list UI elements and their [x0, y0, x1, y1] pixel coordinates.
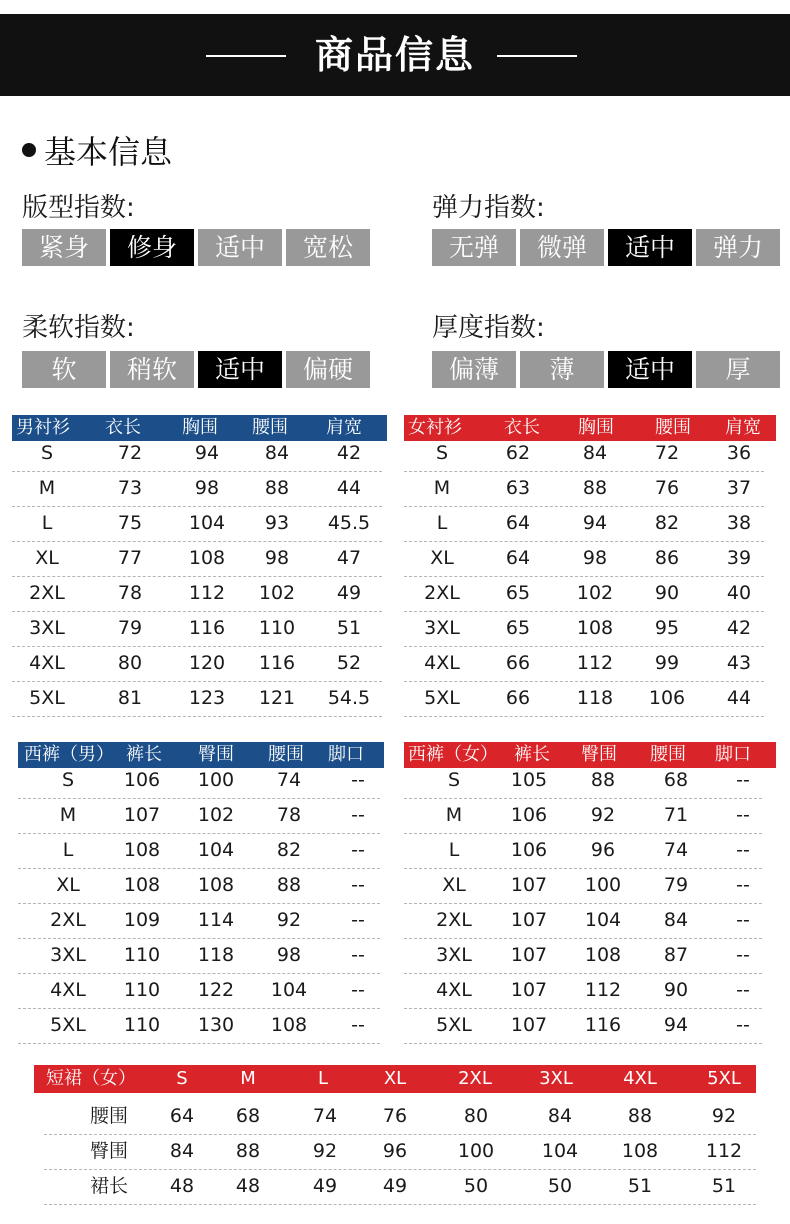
value-cell: --: [736, 1014, 750, 1036]
table-row: [18, 938, 384, 973]
table-row: [18, 903, 384, 938]
thickness-option: 厚: [696, 351, 780, 388]
value-cell: 123: [188, 687, 226, 709]
value-cell: 64: [505, 547, 531, 569]
value-cell: 116: [188, 617, 226, 639]
table-row: [404, 798, 776, 833]
value-cell: 54.5: [327, 687, 371, 709]
skirt-size-table: [34, 1065, 756, 1215]
value-cell: --: [736, 804, 750, 826]
value-cell: 72: [117, 442, 143, 464]
column-header: 臀围: [581, 744, 617, 765]
row-divider: [18, 1043, 380, 1044]
table-row: [12, 576, 387, 611]
column-header: 腰围: [252, 417, 288, 438]
basic-info-title: 基本信息: [44, 133, 173, 171]
stretch-option-selected: 适中: [608, 229, 692, 266]
size-cell: 5XL: [29, 687, 65, 709]
value-cell: 98: [276, 944, 302, 966]
column-header: S: [176, 1068, 188, 1089]
value-cell: 62: [505, 442, 531, 464]
value-cell: --: [736, 839, 750, 861]
column-header: 裤长: [514, 744, 550, 765]
value-cell: 38: [726, 512, 752, 534]
value-cell: 110: [123, 1014, 161, 1036]
value-cell: 48: [169, 1175, 195, 1197]
value-cell: 112: [705, 1140, 743, 1162]
value-cell: 39: [726, 547, 752, 569]
size-cell: M: [38, 477, 56, 499]
table-row: [404, 833, 776, 868]
column-header: 西裤（女）: [408, 744, 498, 765]
value-cell: 107: [123, 804, 161, 826]
softness-option-selected: 适中: [198, 351, 282, 388]
column-header: 4XL: [623, 1068, 657, 1089]
size-cell: 4XL: [50, 979, 86, 1001]
value-cell: 44: [726, 687, 752, 709]
value-cell: --: [736, 909, 750, 931]
men-pants-size-table: [18, 742, 384, 1047]
thickness-index-options: [432, 351, 780, 388]
table-row: [404, 763, 776, 798]
fit-index-options: [22, 229, 370, 266]
value-cell: 74: [663, 839, 689, 861]
table-row: [404, 1008, 776, 1043]
value-cell: --: [351, 979, 365, 1001]
value-cell: 76: [654, 477, 680, 499]
table-row: [404, 646, 776, 681]
value-cell: --: [736, 769, 750, 791]
value-cell: 75: [117, 512, 143, 534]
women-shirt-size-table: [404, 415, 776, 720]
value-cell: 68: [235, 1105, 261, 1127]
softness-index-options: [22, 351, 370, 388]
table-row: [12, 681, 387, 716]
table-row: [404, 868, 776, 903]
size-cell: M: [433, 477, 451, 499]
column-header: 2XL: [458, 1068, 492, 1089]
value-cell: 81: [117, 687, 143, 709]
stretch-option: 无弹: [432, 229, 516, 266]
value-cell: 130: [197, 1014, 235, 1036]
table-row: [18, 1008, 384, 1043]
softness-option: 稍软: [110, 351, 194, 388]
value-cell: 94: [663, 1014, 689, 1036]
fit-option-selected: 修身: [110, 229, 194, 266]
value-cell: 79: [117, 617, 143, 639]
value-cell: 118: [197, 944, 235, 966]
value-cell: 66: [505, 687, 531, 709]
column-header: 脚口: [328, 744, 364, 765]
value-cell: 95: [654, 617, 680, 639]
size-cell: S: [447, 769, 461, 791]
value-cell: 118: [576, 687, 614, 709]
value-cell: 68: [663, 769, 689, 791]
value-cell: 116: [584, 1014, 622, 1036]
value-cell: 110: [123, 979, 161, 1001]
size-cell: 3XL: [436, 944, 472, 966]
size-cell: S: [40, 442, 54, 464]
value-cell: 82: [654, 512, 680, 534]
value-cell: 102: [197, 804, 235, 826]
table-row: [34, 1134, 756, 1169]
table-row: [404, 681, 776, 716]
table-row: [12, 541, 387, 576]
value-cell: 40: [726, 582, 752, 604]
value-cell: 107: [510, 909, 548, 931]
banner-right-rule: [497, 55, 577, 57]
value-cell: 98: [582, 547, 608, 569]
value-cell: 86: [654, 547, 680, 569]
size-cell: 3XL: [29, 617, 65, 639]
row-divider: [12, 716, 382, 717]
value-cell: 63: [505, 477, 531, 499]
row-divider: [404, 1043, 762, 1044]
value-cell: 108: [584, 944, 622, 966]
value-cell: --: [351, 839, 365, 861]
value-cell: 84: [663, 909, 689, 931]
measure-cell: 裙长: [89, 1175, 129, 1197]
value-cell: 104: [188, 512, 226, 534]
row-divider: [44, 1204, 756, 1205]
size-cell: S: [435, 442, 449, 464]
value-cell: 44: [336, 477, 362, 499]
value-cell: 102: [576, 582, 614, 604]
value-cell: 78: [276, 804, 302, 826]
column-header: 肩宽: [326, 417, 362, 438]
table-row: [18, 973, 384, 1008]
fit-option: 宽松: [286, 229, 370, 266]
value-cell: 50: [547, 1175, 573, 1197]
column-header: 裤长: [126, 744, 162, 765]
value-cell: 107: [510, 874, 548, 896]
stretch-option: 微弹: [520, 229, 604, 266]
stretch-index-label: 弹力指数:: [432, 193, 545, 223]
value-cell: 104: [584, 909, 622, 931]
size-cell: M: [59, 804, 77, 826]
thickness-index-label: 厚度指数:: [432, 313, 545, 343]
value-cell: 90: [654, 582, 680, 604]
value-cell: --: [351, 1014, 365, 1036]
value-cell: 106: [648, 687, 686, 709]
fit-option: 适中: [198, 229, 282, 266]
value-cell: 107: [510, 979, 548, 1001]
value-cell: 47: [336, 547, 362, 569]
value-cell: --: [736, 979, 750, 1001]
value-cell: 42: [726, 617, 752, 639]
value-cell: 49: [336, 582, 362, 604]
size-cell: 4XL: [424, 652, 460, 674]
table-row: [404, 471, 776, 506]
value-cell: 90: [663, 979, 689, 1001]
value-cell: 64: [505, 512, 531, 534]
table-row: [12, 436, 387, 471]
header-banner: [0, 14, 790, 96]
table-row: [12, 646, 387, 681]
column-header: 男衬衫: [16, 417, 70, 438]
column-header: 腰围: [268, 744, 304, 765]
value-cell: 72: [654, 442, 680, 464]
stretch-option: 弹力: [696, 229, 780, 266]
value-cell: 100: [197, 769, 235, 791]
value-cell: 110: [123, 944, 161, 966]
size-cell: 2XL: [424, 582, 460, 604]
value-cell: 116: [258, 652, 296, 674]
value-cell: 104: [197, 839, 235, 861]
value-cell: 65: [505, 582, 531, 604]
column-header: 5XL: [707, 1068, 741, 1089]
column-header: 女衬衫: [408, 417, 462, 438]
value-cell: 66: [505, 652, 531, 674]
table-row: [34, 1169, 756, 1204]
value-cell: --: [351, 804, 365, 826]
value-cell: 74: [312, 1105, 338, 1127]
thickness-option: 薄: [520, 351, 604, 388]
value-cell: 112: [188, 582, 226, 604]
basic-info-heading: [22, 128, 172, 172]
row-divider: [404, 716, 764, 717]
size-cell: 5XL: [424, 687, 460, 709]
size-cell: 2XL: [50, 909, 86, 931]
banner-title: 商品信息: [314, 33, 475, 77]
column-header: XL: [383, 1068, 407, 1089]
value-cell: 88: [590, 769, 616, 791]
value-cell: --: [736, 944, 750, 966]
value-cell: 76: [382, 1105, 408, 1127]
column-header: M: [240, 1068, 256, 1089]
value-cell: 71: [663, 804, 689, 826]
value-cell: 87: [663, 944, 689, 966]
table-row: [404, 973, 776, 1008]
column-header: 脚口: [715, 744, 751, 765]
value-cell: 80: [463, 1105, 489, 1127]
measure-cell: 臀围: [89, 1140, 129, 1162]
value-cell: 92: [711, 1105, 737, 1127]
value-cell: 88: [235, 1140, 261, 1162]
size-cell: XL: [430, 547, 454, 569]
column-header: 腰围: [650, 744, 686, 765]
size-cell: S: [61, 769, 75, 791]
value-cell: 88: [582, 477, 608, 499]
thickness-option: 偏薄: [432, 351, 516, 388]
value-cell: 100: [457, 1140, 495, 1162]
column-header: 臀围: [198, 744, 234, 765]
value-cell: 100: [584, 874, 622, 896]
value-cell: 92: [312, 1140, 338, 1162]
value-cell: 49: [382, 1175, 408, 1197]
value-cell: 96: [590, 839, 616, 861]
value-cell: 92: [276, 909, 302, 931]
value-cell: 84: [264, 442, 290, 464]
value-cell: 105: [510, 769, 548, 791]
value-cell: 99: [654, 652, 680, 674]
value-cell: --: [351, 874, 365, 896]
value-cell: 110: [258, 617, 296, 639]
value-cell: 107: [510, 1014, 548, 1036]
value-cell: 52: [336, 652, 362, 674]
value-cell: --: [351, 944, 365, 966]
table-row: [404, 938, 776, 973]
value-cell: 122: [197, 979, 235, 1001]
value-cell: 104: [270, 979, 308, 1001]
value-cell: 51: [711, 1175, 737, 1197]
value-cell: 108: [270, 1014, 308, 1036]
stretch-index-options: [432, 229, 780, 266]
value-cell: 108: [197, 874, 235, 896]
value-cell: 109: [123, 909, 161, 931]
value-cell: 77: [117, 547, 143, 569]
table-row: [18, 798, 384, 833]
size-cell: L: [436, 512, 448, 534]
value-cell: 50: [463, 1175, 489, 1197]
size-cell: XL: [442, 874, 466, 896]
value-cell: 108: [576, 617, 614, 639]
size-cell: XL: [35, 547, 59, 569]
bullet-icon: [22, 143, 36, 157]
value-cell: 108: [123, 874, 161, 896]
column-header: 肩宽: [725, 417, 761, 438]
value-cell: 42: [336, 442, 362, 464]
table-row: [404, 611, 776, 646]
table-row: [404, 903, 776, 938]
value-cell: 88: [276, 874, 302, 896]
column-header: 衣长: [105, 417, 141, 438]
size-cell: L: [41, 512, 53, 534]
value-cell: 88: [264, 477, 290, 499]
value-cell: 98: [264, 547, 290, 569]
size-cell: XL: [56, 874, 80, 896]
table-row: [12, 506, 387, 541]
men-shirt-size-table: [12, 415, 387, 720]
column-header: 胸围: [578, 417, 614, 438]
value-cell: 106: [510, 839, 548, 861]
table-row: [404, 436, 776, 471]
measure-cell: 腰围: [89, 1105, 129, 1127]
value-cell: 93: [264, 512, 290, 534]
fit-index-label: 版型指数:: [22, 193, 135, 223]
value-cell: 51: [627, 1175, 653, 1197]
value-cell: 96: [382, 1140, 408, 1162]
value-cell: 108: [123, 839, 161, 861]
table-row: [404, 506, 776, 541]
value-cell: 43: [726, 652, 752, 674]
value-cell: 64: [169, 1105, 195, 1127]
column-header: 3XL: [539, 1068, 573, 1089]
softness-index-label: 柔软指数:: [22, 313, 135, 343]
fit-option: 紧身: [22, 229, 106, 266]
size-cell: L: [62, 839, 74, 861]
table-row: [12, 471, 387, 506]
size-cell: 4XL: [436, 979, 472, 1001]
size-cell: L: [448, 839, 460, 861]
value-cell: 94: [582, 512, 608, 534]
value-cell: 106: [123, 769, 161, 791]
value-cell: 84: [582, 442, 608, 464]
value-cell: 98: [194, 477, 220, 499]
size-cell: 4XL: [29, 652, 65, 674]
value-cell: --: [351, 769, 365, 791]
value-cell: 74: [276, 769, 302, 791]
size-cell: M: [445, 804, 463, 826]
table-row: [18, 833, 384, 868]
value-cell: 84: [547, 1105, 573, 1127]
table-row: [404, 576, 776, 611]
value-cell: 107: [510, 944, 548, 966]
size-cell: 3XL: [50, 944, 86, 966]
value-cell: --: [736, 874, 750, 896]
value-cell: 88: [627, 1105, 653, 1127]
value-cell: 120: [188, 652, 226, 674]
value-cell: 45.5: [327, 512, 371, 534]
value-cell: 112: [576, 652, 614, 674]
table-row: [18, 868, 384, 903]
size-cell: 5XL: [50, 1014, 86, 1036]
size-cell: 2XL: [436, 909, 472, 931]
value-cell: 108: [188, 547, 226, 569]
column-header: 衣长: [504, 417, 540, 438]
value-cell: --: [351, 909, 365, 931]
column-header: 腰围: [655, 417, 691, 438]
table-row: [12, 611, 387, 646]
value-cell: 51: [336, 617, 362, 639]
value-cell: 82: [276, 839, 302, 861]
value-cell: 73: [117, 477, 143, 499]
size-cell: 2XL: [29, 582, 65, 604]
value-cell: 104: [541, 1140, 579, 1162]
value-cell: 92: [590, 804, 616, 826]
softness-option: 偏硬: [286, 351, 370, 388]
value-cell: 106: [510, 804, 548, 826]
value-cell: 94: [194, 442, 220, 464]
value-cell: 84: [169, 1140, 195, 1162]
table-row: [34, 1099, 756, 1134]
value-cell: 78: [117, 582, 143, 604]
value-cell: 112: [584, 979, 622, 1001]
value-cell: 114: [197, 909, 235, 931]
column-header: 胸围: [182, 417, 218, 438]
value-cell: 65: [505, 617, 531, 639]
size-cell: 5XL: [436, 1014, 472, 1036]
column-header: 西裤（男）: [24, 744, 114, 765]
value-cell: 102: [258, 582, 296, 604]
women-pants-size-table: [404, 742, 776, 1047]
column-header: L: [317, 1068, 329, 1089]
column-header: 短裙（女）: [46, 1068, 136, 1089]
value-cell: 49: [312, 1175, 338, 1197]
table-row: [18, 763, 384, 798]
value-cell: 108: [621, 1140, 659, 1162]
thickness-option-selected: 适中: [608, 351, 692, 388]
table-row: [404, 541, 776, 576]
value-cell: 37: [726, 477, 752, 499]
value-cell: 36: [726, 442, 752, 464]
value-cell: 80: [117, 652, 143, 674]
softness-option: 软: [22, 351, 106, 388]
value-cell: 48: [235, 1175, 261, 1197]
table-header: [34, 1065, 756, 1093]
value-cell: 79: [663, 874, 689, 896]
size-cell: 3XL: [424, 617, 460, 639]
value-cell: 121: [258, 687, 296, 709]
